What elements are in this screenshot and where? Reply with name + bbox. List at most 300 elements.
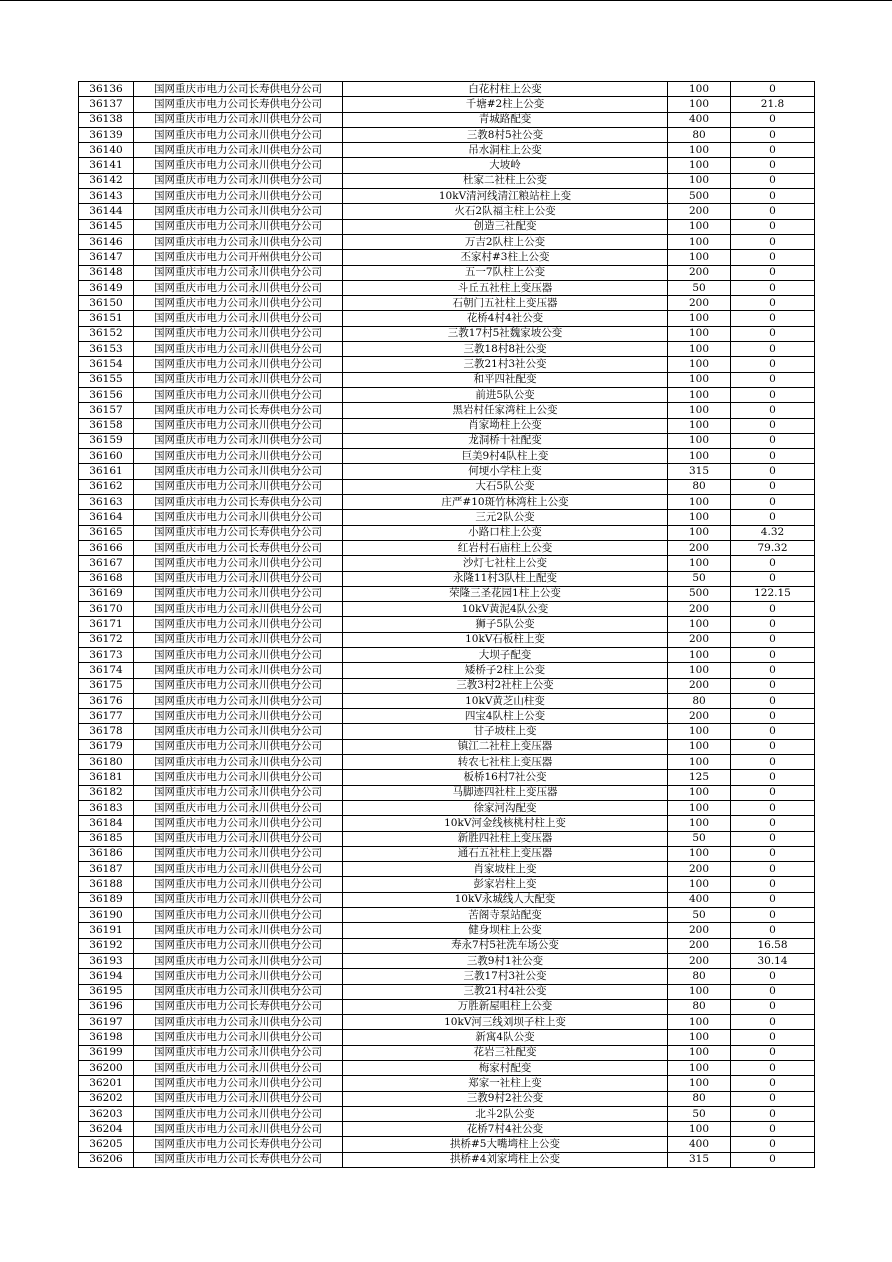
value-cell: 0 — [731, 449, 815, 464]
table-row — [79, 846, 815, 861]
row-id-cell: 36147 — [79, 250, 134, 265]
capacity-cell: 200 — [668, 953, 731, 968]
company-cell: 国网重庆市电力公司永川供电分公司 — [134, 1076, 343, 1091]
capacity-cell: 200 — [668, 204, 731, 219]
company-cell: 国网重庆市电力公司永川供电分公司 — [134, 770, 343, 785]
table-row — [79, 1122, 815, 1137]
transformer-name-cell: 北斗2队公变 — [343, 1106, 668, 1121]
transformer-name-cell: 健身坝柱上公变 — [343, 923, 668, 938]
company-cell: 国网重庆市电力公司永川供电分公司 — [134, 846, 343, 861]
company-cell: 国网重庆市电力公司永川供电分公司 — [134, 709, 343, 724]
company-cell: 国网重庆市电力公司永川供电分公司 — [134, 189, 343, 204]
company-cell: 国网重庆市电力公司长寿供电分公司 — [134, 525, 343, 540]
table-row — [79, 785, 815, 800]
value-cell: 0 — [731, 265, 815, 280]
company-cell: 国网重庆市电力公司永川供电分公司 — [134, 1122, 343, 1137]
table-row — [79, 969, 815, 984]
row-id-cell: 36151 — [79, 311, 134, 326]
value-cell: 16.58 — [731, 938, 815, 953]
company-cell: 国网重庆市电力公司永川供电分公司 — [134, 586, 343, 601]
company-cell: 国网重庆市电力公司长寿供电分公司 — [134, 1152, 343, 1167]
table-row — [79, 1015, 815, 1030]
value-cell: 0 — [731, 1030, 815, 1045]
capacity-cell: 100 — [668, 173, 731, 188]
transformer-name-cell: 10kV河金线核桃村柱上变 — [343, 816, 668, 831]
transformer-name-cell: 大坝子配变 — [343, 647, 668, 662]
row-id-cell: 36153 — [79, 342, 134, 357]
row-id-cell: 36179 — [79, 739, 134, 754]
company-cell: 国网重庆市电力公司永川供电分公司 — [134, 800, 343, 815]
capacity-cell: 80 — [668, 127, 731, 142]
table-row — [79, 250, 815, 265]
company-cell: 国网重庆市电力公司永川供电分公司 — [134, 617, 343, 632]
capacity-cell: 200 — [668, 938, 731, 953]
company-cell: 国网重庆市电力公司长寿供电分公司 — [134, 999, 343, 1014]
table-row — [79, 418, 815, 433]
transformer-table — [78, 81, 815, 1168]
capacity-cell: 100 — [668, 418, 731, 433]
table-row — [79, 1137, 815, 1152]
company-cell: 国网重庆市电力公司长寿供电分公司 — [134, 540, 343, 555]
company-cell: 国网重庆市电力公司长寿供电分公司 — [134, 97, 343, 112]
capacity-cell: 100 — [668, 1045, 731, 1060]
row-id-cell: 36171 — [79, 617, 134, 632]
transformer-name-cell: 斗丘五社柱上变压器 — [343, 280, 668, 295]
row-id-cell: 36199 — [79, 1045, 134, 1060]
transformer-name-cell: 荣隆三圣花园1柱上公变 — [343, 586, 668, 601]
transformer-name-cell: 肖家坡柱上变 — [343, 862, 668, 877]
value-cell: 0 — [731, 647, 815, 662]
value-cell: 0 — [731, 999, 815, 1014]
row-id-cell: 36195 — [79, 984, 134, 999]
row-id-cell: 36141 — [79, 158, 134, 173]
capacity-cell: 100 — [668, 846, 731, 861]
table-row — [79, 923, 815, 938]
capacity-cell: 500 — [668, 189, 731, 204]
transformer-name-cell: 红岩村石庙柱上公变 — [343, 540, 668, 555]
capacity-cell: 200 — [668, 602, 731, 617]
table-row — [79, 143, 815, 158]
capacity-cell: 200 — [668, 862, 731, 877]
company-cell: 国网重庆市电力公司永川供电分公司 — [134, 785, 343, 800]
transformer-name-cell: 镇江二社柱上变压器 — [343, 739, 668, 754]
transformer-name-cell: 万胜新屋咀柱上公变 — [343, 999, 668, 1014]
company-cell: 国网重庆市电力公司永川供电分公司 — [134, 449, 343, 464]
value-cell: 0 — [731, 800, 815, 815]
value-cell: 0 — [731, 143, 815, 158]
row-id-cell: 36205 — [79, 1137, 134, 1152]
table-row — [79, 663, 815, 678]
row-id-cell: 36166 — [79, 540, 134, 555]
company-cell: 国网重庆市电力公司永川供电分公司 — [134, 755, 343, 770]
row-id-cell: 36146 — [79, 234, 134, 249]
value-cell: 0 — [731, 693, 815, 708]
table-row — [79, 204, 815, 219]
table-row — [79, 1061, 815, 1076]
table-row — [79, 1030, 815, 1045]
capacity-cell: 200 — [668, 540, 731, 555]
capacity-cell: 100 — [668, 495, 731, 510]
company-cell: 国网重庆市电力公司永川供电分公司 — [134, 892, 343, 907]
row-id-cell: 36139 — [79, 127, 134, 142]
capacity-cell: 80 — [668, 999, 731, 1014]
value-cell: 4.32 — [731, 525, 815, 540]
table-row — [79, 234, 815, 249]
row-id-cell: 36152 — [79, 326, 134, 341]
capacity-cell: 100 — [668, 143, 731, 158]
table-row — [79, 678, 815, 693]
table-row — [79, 433, 815, 448]
transformer-name-cell: 黑岩村任家湾柱上公变 — [343, 403, 668, 418]
row-id-cell: 36148 — [79, 265, 134, 280]
value-cell: 0 — [731, 189, 815, 204]
company-cell: 国网重庆市电力公司永川供电分公司 — [134, 1015, 343, 1030]
value-cell: 0 — [731, 816, 815, 831]
row-id-cell: 36162 — [79, 479, 134, 494]
transformer-name-cell: 花桥7村4社公变 — [343, 1122, 668, 1137]
value-cell: 0 — [731, 219, 815, 234]
capacity-cell: 100 — [668, 97, 731, 112]
transformer-name-cell: 千塘#2柱上公变 — [343, 97, 668, 112]
value-cell: 30.14 — [731, 953, 815, 968]
transformer-name-cell: 徐家河沟配变 — [343, 800, 668, 815]
row-id-cell: 36194 — [79, 969, 134, 984]
company-cell: 国网重庆市电力公司永川供电分公司 — [134, 862, 343, 877]
table-row — [79, 892, 815, 907]
capacity-cell: 315 — [668, 1152, 731, 1167]
value-cell: 0 — [731, 1091, 815, 1106]
table-row — [79, 571, 815, 586]
transformer-name-cell: 板桥16村7社公变 — [343, 770, 668, 785]
table-row — [79, 403, 815, 418]
row-id-cell: 36154 — [79, 357, 134, 372]
capacity-cell: 200 — [668, 709, 731, 724]
row-id-cell: 36192 — [79, 938, 134, 953]
value-cell: 0 — [731, 326, 815, 341]
capacity-cell: 100 — [668, 724, 731, 739]
value-cell: 122.15 — [731, 586, 815, 601]
row-id-cell: 36177 — [79, 709, 134, 724]
table-row — [79, 357, 815, 372]
row-id-cell: 36140 — [79, 143, 134, 158]
row-id-cell: 36190 — [79, 908, 134, 923]
capacity-cell: 100 — [668, 1015, 731, 1030]
value-cell: 0 — [731, 1137, 815, 1152]
capacity-cell: 100 — [668, 800, 731, 815]
row-id-cell: 36191 — [79, 923, 134, 938]
table-row — [79, 755, 815, 770]
company-cell: 国网重庆市电力公司永川供电分公司 — [134, 173, 343, 188]
transformer-name-cell: 万吉2队柱上公变 — [343, 234, 668, 249]
table-row — [79, 1091, 815, 1106]
value-cell: 0 — [731, 82, 815, 97]
transformer-name-cell: 石朝门五社柱上变压器 — [343, 296, 668, 311]
company-cell: 国网重庆市电力公司永川供电分公司 — [134, 678, 343, 693]
table-row — [79, 189, 815, 204]
table-row — [79, 556, 815, 571]
company-cell: 国网重庆市电力公司永川供电分公司 — [134, 1106, 343, 1121]
transformer-name-cell: 和平四社配变 — [343, 372, 668, 387]
company-cell: 国网重庆市电力公司永川供电分公司 — [134, 296, 343, 311]
value-cell: 0 — [731, 1076, 815, 1091]
value-cell: 0 — [731, 479, 815, 494]
value-cell: 0 — [731, 1061, 815, 1076]
value-cell: 79.32 — [731, 540, 815, 555]
table-row — [79, 862, 815, 877]
value-cell: 0 — [731, 296, 815, 311]
transformer-name-cell: 何埂小学柱上变 — [343, 464, 668, 479]
transformer-name-cell: 青城路配变 — [343, 112, 668, 127]
value-cell: 0 — [731, 311, 815, 326]
transformer-name-cell: 沙灯七社柱上公变 — [343, 556, 668, 571]
row-id-cell: 36158 — [79, 418, 134, 433]
transformer-name-cell: 梅家村配变 — [343, 1061, 668, 1076]
capacity-cell: 100 — [668, 433, 731, 448]
value-cell: 0 — [731, 510, 815, 525]
table-row — [79, 495, 815, 510]
transformer-name-cell: 10kV黄泥4队公变 — [343, 602, 668, 617]
value-cell: 0 — [731, 403, 815, 418]
company-cell: 国网重庆市电力公司永川供电分公司 — [134, 739, 343, 754]
transformer-name-cell: 创造三社配变 — [343, 219, 668, 234]
capacity-cell: 100 — [668, 1030, 731, 1045]
value-cell: 0 — [731, 724, 815, 739]
transformer-name-cell: 马脚迹四社柱上变压器 — [343, 785, 668, 800]
table-row — [79, 112, 815, 127]
table-row — [79, 938, 815, 953]
transformer-name-cell: 矮桥子2柱上公变 — [343, 663, 668, 678]
value-cell: 0 — [731, 923, 815, 938]
company-cell: 国网重庆市电力公司永川供电分公司 — [134, 663, 343, 678]
row-id-cell: 36136 — [79, 82, 134, 97]
value-cell: 21.8 — [731, 97, 815, 112]
transformer-name-cell: 拱桥#5大嘴塆柱上公变 — [343, 1137, 668, 1152]
value-cell: 0 — [731, 602, 815, 617]
capacity-cell: 200 — [668, 265, 731, 280]
company-cell: 国网重庆市电力公司永川供电分公司 — [134, 602, 343, 617]
company-cell: 国网重庆市电力公司永川供电分公司 — [134, 127, 343, 142]
table-row — [79, 510, 815, 525]
capacity-cell: 100 — [668, 785, 731, 800]
company-cell: 国网重庆市电力公司永川供电分公司 — [134, 219, 343, 234]
table-row — [79, 800, 815, 815]
capacity-cell: 100 — [668, 372, 731, 387]
table-row — [79, 479, 815, 494]
company-cell: 国网重庆市电力公司永川供电分公司 — [134, 510, 343, 525]
capacity-cell: 400 — [668, 112, 731, 127]
value-cell: 0 — [731, 1152, 815, 1167]
table-row — [79, 877, 815, 892]
company-cell: 国网重庆市电力公司永川供电分公司 — [134, 1061, 343, 1076]
table-row — [79, 296, 815, 311]
transformer-table-body — [79, 82, 815, 1168]
company-cell: 国网重庆市电力公司长寿供电分公司 — [134, 1137, 343, 1152]
value-cell: 0 — [731, 204, 815, 219]
capacity-cell: 100 — [668, 250, 731, 265]
transformer-name-cell: 甘子坡柱上变 — [343, 724, 668, 739]
value-cell: 0 — [731, 770, 815, 785]
transformer-name-cell: 郑家一社柱上变 — [343, 1076, 668, 1091]
capacity-cell: 200 — [668, 678, 731, 693]
capacity-cell: 400 — [668, 1137, 731, 1152]
capacity-cell: 100 — [668, 739, 731, 754]
company-cell: 国网重庆市电力公司永川供电分公司 — [134, 234, 343, 249]
value-cell: 0 — [731, 250, 815, 265]
company-cell: 国网重庆市电力公司永川供电分公司 — [134, 953, 343, 968]
table-row — [79, 632, 815, 647]
capacity-cell: 100 — [668, 1076, 731, 1091]
transformer-name-cell: 肖家坳柱上公变 — [343, 418, 668, 433]
transformer-name-cell: 10kV黄芝山柱变 — [343, 693, 668, 708]
row-id-cell: 36200 — [79, 1061, 134, 1076]
capacity-cell: 100 — [668, 617, 731, 632]
table-row — [79, 1152, 815, 1167]
row-id-cell: 36161 — [79, 464, 134, 479]
company-cell: 国网重庆市电力公司永川供电分公司 — [134, 632, 343, 647]
row-id-cell: 36167 — [79, 556, 134, 571]
table-row — [79, 127, 815, 142]
transformer-name-cell: 三教9村2社公变 — [343, 1091, 668, 1106]
capacity-cell: 200 — [668, 923, 731, 938]
value-cell: 0 — [731, 755, 815, 770]
row-id-cell: 36180 — [79, 755, 134, 770]
company-cell: 国网重庆市电力公司永川供电分公司 — [134, 816, 343, 831]
value-cell: 0 — [731, 357, 815, 372]
transformer-name-cell: 三元2队公变 — [343, 510, 668, 525]
row-id-cell: 36155 — [79, 372, 134, 387]
table-row — [79, 342, 815, 357]
table-row — [79, 586, 815, 601]
value-cell: 0 — [731, 1015, 815, 1030]
transformer-name-cell: 通石五社柱上变压器 — [343, 846, 668, 861]
company-cell: 国网重庆市电力公司永川供电分公司 — [134, 326, 343, 341]
value-cell: 0 — [731, 617, 815, 632]
row-id-cell: 36178 — [79, 724, 134, 739]
capacity-cell: 50 — [668, 908, 731, 923]
value-cell: 0 — [731, 464, 815, 479]
capacity-cell: 80 — [668, 1091, 731, 1106]
capacity-cell: 100 — [668, 1061, 731, 1076]
company-cell: 国网重庆市电力公司永川供电分公司 — [134, 280, 343, 295]
company-cell: 国网重庆市电力公司永川供电分公司 — [134, 479, 343, 494]
row-id-cell: 36142 — [79, 173, 134, 188]
company-cell: 国网重庆市电力公司长寿供电分公司 — [134, 82, 343, 97]
value-cell: 0 — [731, 158, 815, 173]
table-row — [79, 219, 815, 234]
value-cell: 0 — [731, 908, 815, 923]
company-cell: 国网重庆市电力公司永川供电分公司 — [134, 556, 343, 571]
row-id-cell: 36160 — [79, 449, 134, 464]
capacity-cell: 400 — [668, 892, 731, 907]
capacity-cell: 50 — [668, 831, 731, 846]
company-cell: 国网重庆市电力公司永川供电分公司 — [134, 647, 343, 662]
row-id-cell: 36187 — [79, 862, 134, 877]
table-row — [79, 280, 815, 295]
capacity-cell: 100 — [668, 984, 731, 999]
company-cell: 国网重庆市电力公司永川供电分公司 — [134, 387, 343, 402]
transformer-name-cell: 10kV石板柱上变 — [343, 632, 668, 647]
transformer-name-cell: 三教9村1社公变 — [343, 953, 668, 968]
table-row — [79, 97, 815, 112]
table-row — [79, 999, 815, 1014]
table-row — [79, 816, 815, 831]
company-cell: 国网重庆市电力公司长寿供电分公司 — [134, 403, 343, 418]
capacity-cell: 100 — [668, 510, 731, 525]
value-cell: 0 — [731, 418, 815, 433]
value-cell: 0 — [731, 234, 815, 249]
capacity-cell: 100 — [668, 1122, 731, 1137]
transformer-name-cell: 三教3村2社柱上公变 — [343, 678, 668, 693]
table-row — [79, 1106, 815, 1121]
capacity-cell: 80 — [668, 969, 731, 984]
row-id-cell: 36145 — [79, 219, 134, 234]
table-row — [79, 953, 815, 968]
value-cell: 0 — [731, 678, 815, 693]
value-cell: 0 — [731, 387, 815, 402]
capacity-cell: 100 — [668, 387, 731, 402]
capacity-cell: 100 — [668, 755, 731, 770]
value-cell: 0 — [731, 739, 815, 754]
row-id-cell: 36165 — [79, 525, 134, 540]
transformer-name-cell: 龙洞桥十社配变 — [343, 433, 668, 448]
capacity-cell: 200 — [668, 296, 731, 311]
transformer-name-cell: 四宝4队柱上公变 — [343, 709, 668, 724]
company-cell: 国网重庆市电力公司永川供电分公司 — [134, 143, 343, 158]
capacity-cell: 80 — [668, 479, 731, 494]
company-cell: 国网重庆市电力公司长寿供电分公司 — [134, 495, 343, 510]
transformer-name-cell: 彭家岩柱上变 — [343, 877, 668, 892]
transformer-name-cell: 转农七社柱上变压器 — [343, 755, 668, 770]
page-top-border — [0, 0, 892, 1]
table-row — [79, 831, 815, 846]
company-cell: 国网重庆市电力公司永川供电分公司 — [134, 372, 343, 387]
company-cell: 国网重庆市电力公司永川供电分公司 — [134, 204, 343, 219]
transformer-name-cell: 拱桥#4刘家塆柱上公变 — [343, 1152, 668, 1167]
table-row — [79, 709, 815, 724]
row-id-cell: 36150 — [79, 296, 134, 311]
company-cell: 国网重庆市电力公司永川供电分公司 — [134, 342, 343, 357]
company-cell: 国网重庆市电力公司永川供电分公司 — [134, 923, 343, 938]
company-cell: 国网重庆市电力公司开州供电分公司 — [134, 250, 343, 265]
value-cell: 0 — [731, 846, 815, 861]
company-cell: 国网重庆市电力公司永川供电分公司 — [134, 464, 343, 479]
transformer-name-cell: 新胜四社柱上变压器 — [343, 831, 668, 846]
transformer-name-cell: 五一7队柱上公变 — [343, 265, 668, 280]
row-id-cell: 36176 — [79, 693, 134, 708]
row-id-cell: 36156 — [79, 387, 134, 402]
value-cell: 0 — [731, 372, 815, 387]
transformer-name-cell: 吊水洞柱上公变 — [343, 143, 668, 158]
table-row — [79, 770, 815, 785]
company-cell: 国网重庆市电力公司永川供电分公司 — [134, 1091, 343, 1106]
capacity-cell: 100 — [668, 234, 731, 249]
value-cell: 0 — [731, 709, 815, 724]
transformer-name-cell: 花桥4村4社公变 — [343, 311, 668, 326]
transformer-name-cell: 火石2队福主柱上公变 — [343, 204, 668, 219]
capacity-cell: 200 — [668, 632, 731, 647]
row-id-cell: 36159 — [79, 433, 134, 448]
row-id-cell: 36206 — [79, 1152, 134, 1167]
company-cell: 国网重庆市电力公司永川供电分公司 — [134, 311, 343, 326]
value-cell: 0 — [731, 571, 815, 586]
transformer-name-cell: 花岩三社配变 — [343, 1045, 668, 1060]
row-id-cell: 36144 — [79, 204, 134, 219]
row-id-cell: 36173 — [79, 647, 134, 662]
capacity-cell: 100 — [668, 326, 731, 341]
capacity-cell: 50 — [668, 280, 731, 295]
capacity-cell: 100 — [668, 311, 731, 326]
table-row — [79, 693, 815, 708]
